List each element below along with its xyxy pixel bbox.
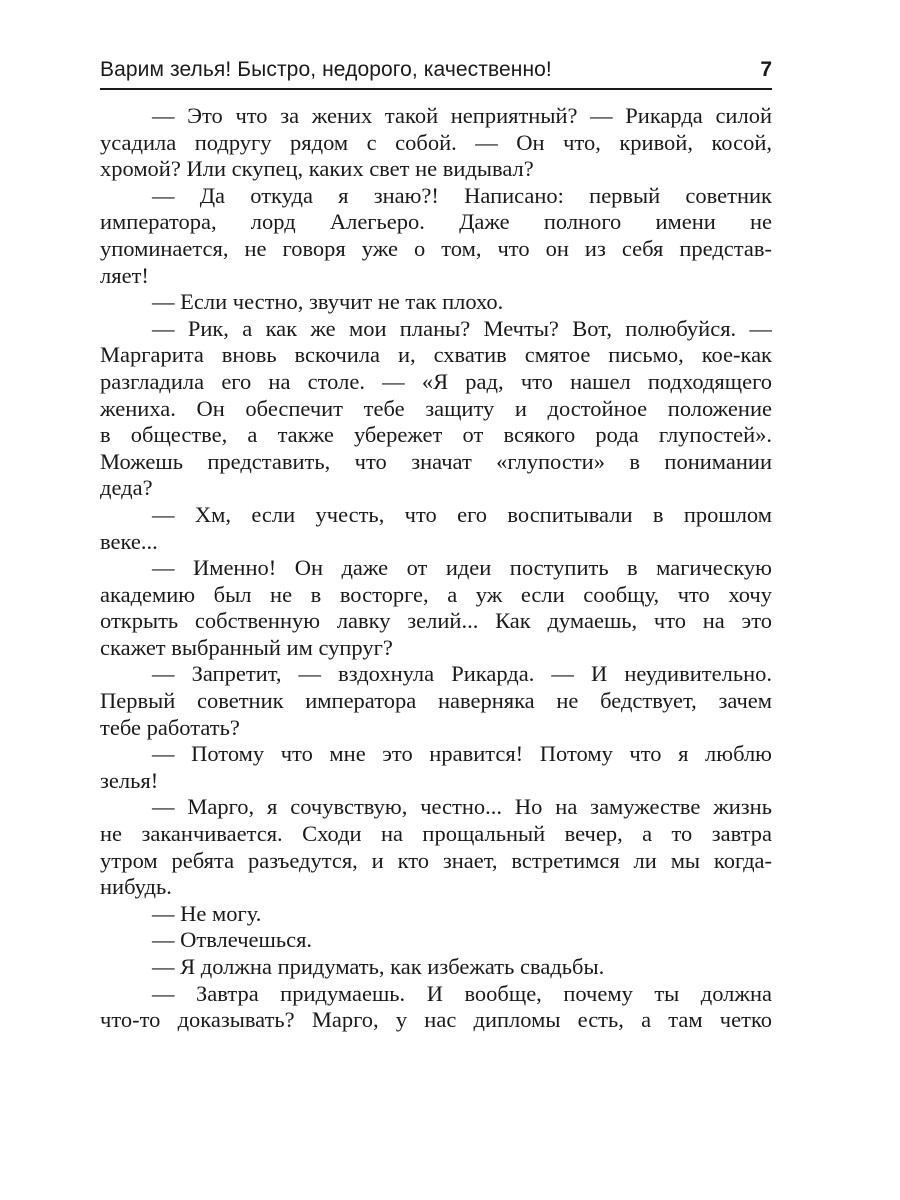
page-number: 7 xyxy=(760,58,772,81)
text-line: Маргарита вновь вскочила и, схватив смятое письмо, кое-как xyxy=(100,342,772,368)
text-line: упоминается, не говоря уже о том, что он из себя представ- xyxy=(100,235,772,261)
text-line: — Именно! Он даже от идеи поступить в магическую xyxy=(152,555,772,581)
text-line: жениха. Он обеспечит тебе защиту и достойное положение xyxy=(100,395,772,421)
text-line: — Это что за жених такой неприятный? — Рикарда силой xyxy=(152,103,772,128)
text-line: императора, лорд Алегьеро. Даже полного имени не xyxy=(100,209,772,235)
text-line: веке... xyxy=(100,528,158,554)
text-line: Можешь представить, что значат «глупости» в понимании xyxy=(100,448,772,474)
text-line: Первый советник императора наверняка не бедствует, зачем xyxy=(100,688,772,714)
body-text xyxy=(100,103,772,1034)
text-line: — Да откуда я знаю?! Написано: первый советник xyxy=(152,182,772,208)
text-line: зелья! xyxy=(100,767,159,793)
text-line: — Отвлечешься. xyxy=(152,927,313,953)
text-line: — Я должна придумать, как избежать свадьбы. xyxy=(152,954,605,979)
text-line: — Марго, я сочувствую, честно... Но на замужестве жизнь xyxy=(152,794,772,820)
text-line: — Хм, если учесть, что его воспитывали в прошлом xyxy=(152,501,772,527)
text-line: что-то доказывать? Марго, у нас дипломы есть, а там четко xyxy=(100,1007,772,1033)
running-title: Варим зелья! Быстро, недорого, качественно! xyxy=(100,58,552,81)
text-line: усадила подругу рядом с собой. — Он что, кривой, косой, xyxy=(100,129,772,155)
text-line: — Завтра придумаешь. И вообще, почему ты должна xyxy=(152,980,772,1006)
running-header xyxy=(100,56,772,90)
text-line: — Не могу. xyxy=(152,900,262,926)
text-line: скажет выбранный им супруг? xyxy=(100,634,393,660)
text-line: — Запретит, — вздохнула Рикарда. — И неудивительно. xyxy=(152,661,772,687)
text-line: тебе работать? xyxy=(100,714,240,740)
text-line: — Если честно, звучит не так плохо. xyxy=(152,289,504,315)
text-line: в обществе, а также убережет от всякого рода глупостей». xyxy=(100,422,772,448)
text-line: нибудь. xyxy=(100,874,172,900)
text-line: хромой? Или скупец, каких свет не видывал? xyxy=(100,156,534,182)
text-line: не заканчивается. Сходи на прощальный вечер, а то завтра xyxy=(100,821,772,847)
text-line: разгладила его на столе. — «Я рад, что нашел подходящего xyxy=(100,368,772,394)
text-line: — Рик, а как же мои планы? Мечты? Вот, полюбуйся. — xyxy=(152,315,772,341)
text-line: деда? xyxy=(100,475,153,501)
text-line: — Потому что мне это нравится! Потому что я люблю xyxy=(152,741,772,767)
text-line: академию был не в восторге, а уж если сообщу, что хочу xyxy=(100,581,772,607)
text-line: ляет! xyxy=(100,262,149,288)
text-line: утром ребята разъедутся, и кто знает, встретимся ли мы когда- xyxy=(100,847,772,873)
text-line: открыть собственную лавку зелий... Как думаешь, что на это xyxy=(100,608,772,634)
